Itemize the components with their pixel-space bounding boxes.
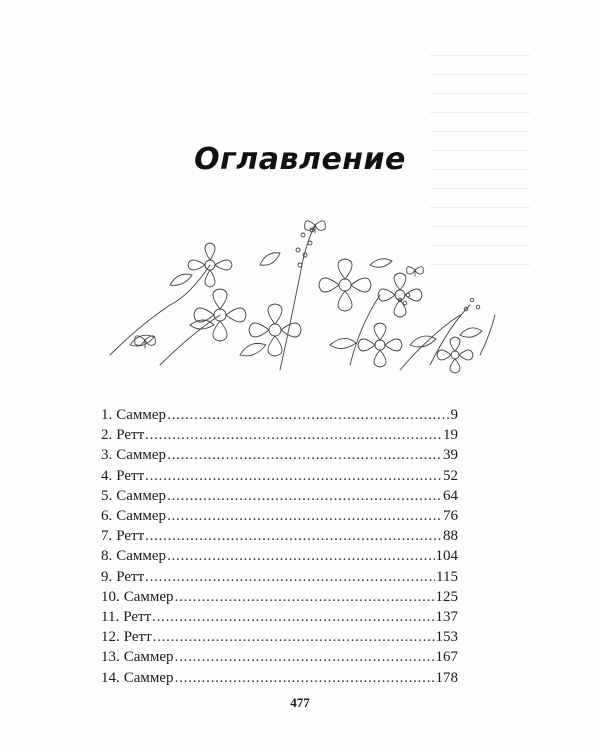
- toc-entry: [101, 607, 458, 627]
- toc-entry-page: 64: [443, 487, 458, 504]
- toc-leader-dots: [167, 405, 449, 425]
- toc-entry-title: Ретт: [116, 427, 145, 444]
- page-title: Оглавление: [194, 142, 406, 177]
- toc-entry: [101, 526, 458, 546]
- toc-entry-page: 76: [443, 508, 458, 525]
- toc-entry-title: Саммер: [123, 649, 174, 666]
- toc-entry-page: 88: [443, 528, 458, 545]
- toc-entry-page: 125: [435, 588, 458, 605]
- toc-entry-number: 4.: [101, 467, 113, 484]
- toc-entry-number: 2.: [101, 427, 113, 444]
- toc-entry-number: 13.: [101, 649, 120, 666]
- toc-entry: [101, 647, 458, 667]
- toc-entry-number: 11.: [101, 609, 120, 626]
- toc-entry-title: Ретт: [116, 568, 145, 585]
- toc-entry-number: 8.: [101, 548, 113, 565]
- toc-entry-title: Ретт: [116, 467, 145, 484]
- toc-leader-dots: [152, 607, 434, 627]
- toc-entry-title: Ретт: [123, 629, 152, 646]
- page-number: 477: [290, 695, 310, 710]
- toc-entry-number: 10.: [101, 588, 120, 605]
- toc-entry-page: 9: [450, 407, 458, 423]
- toc-entry-title: Саммер: [116, 487, 167, 504]
- toc-entry-page: 115: [436, 568, 458, 585]
- toc-entry: [101, 405, 458, 425]
- toc-entry-page: 167: [435, 649, 458, 666]
- toc-entry: [101, 425, 458, 445]
- toc-entry: [101, 486, 458, 506]
- toc-entry-number: 14.: [101, 669, 120, 686]
- toc-entry-number: 9.: [101, 568, 113, 585]
- table-of-contents: [101, 405, 458, 688]
- toc-entry-page: 52: [443, 467, 458, 484]
- toc-entry: [101, 546, 458, 566]
- toc-entry: [101, 587, 458, 607]
- toc-leader-dots: [145, 567, 435, 587]
- toc-entry-title: Саммер: [116, 407, 167, 423]
- toc-entry: [101, 627, 458, 647]
- toc-entry-page: 19: [443, 427, 458, 444]
- floral-illustration-icon: [100, 205, 500, 375]
- toc-entry: [101, 445, 458, 465]
- toc-entry-title: Саммер: [116, 508, 167, 525]
- toc-entry-number: 7.: [101, 528, 113, 545]
- toc-leader-dots: [153, 627, 435, 647]
- toc-entry-number: 12.: [101, 629, 120, 646]
- toc-entry-title: Саммер: [123, 588, 174, 605]
- toc-leader-dots: [175, 668, 435, 688]
- toc-entry: [101, 466, 458, 486]
- toc-entry-page: 178: [435, 669, 458, 686]
- toc-leader-dots: [145, 466, 442, 486]
- toc-leader-dots: [167, 506, 442, 526]
- toc-leader-dots: [145, 425, 442, 445]
- toc-entry-page: 137: [435, 609, 458, 626]
- toc-leader-dots: [175, 647, 435, 667]
- toc-leader-dots: [145, 526, 442, 546]
- toc-entry-title: Ретт: [116, 528, 145, 545]
- toc-entry-page: 153: [435, 629, 458, 646]
- toc-leader-dots: [167, 546, 434, 566]
- toc-entry-page: 39: [443, 447, 458, 464]
- toc-entry-number: 3.: [101, 447, 113, 464]
- toc-entry-title: Саммер: [116, 447, 167, 464]
- toc-entry-title: Ретт: [123, 609, 152, 626]
- toc-entry-number: 1.: [101, 407, 113, 423]
- toc-entry: [101, 506, 458, 526]
- toc-leader-dots: [167, 445, 442, 465]
- toc-entry-number: 5.: [101, 487, 113, 504]
- toc-leader-dots: [167, 486, 442, 506]
- toc-leader-dots: [175, 587, 435, 607]
- toc-entry: [101, 567, 458, 587]
- toc-entry-title: Саммер: [123, 669, 174, 686]
- toc-entry-title: Саммер: [116, 548, 167, 565]
- toc-entry-page: 104: [435, 548, 458, 565]
- toc-entry: [101, 668, 458, 688]
- toc-entry-number: 6.: [101, 508, 113, 525]
